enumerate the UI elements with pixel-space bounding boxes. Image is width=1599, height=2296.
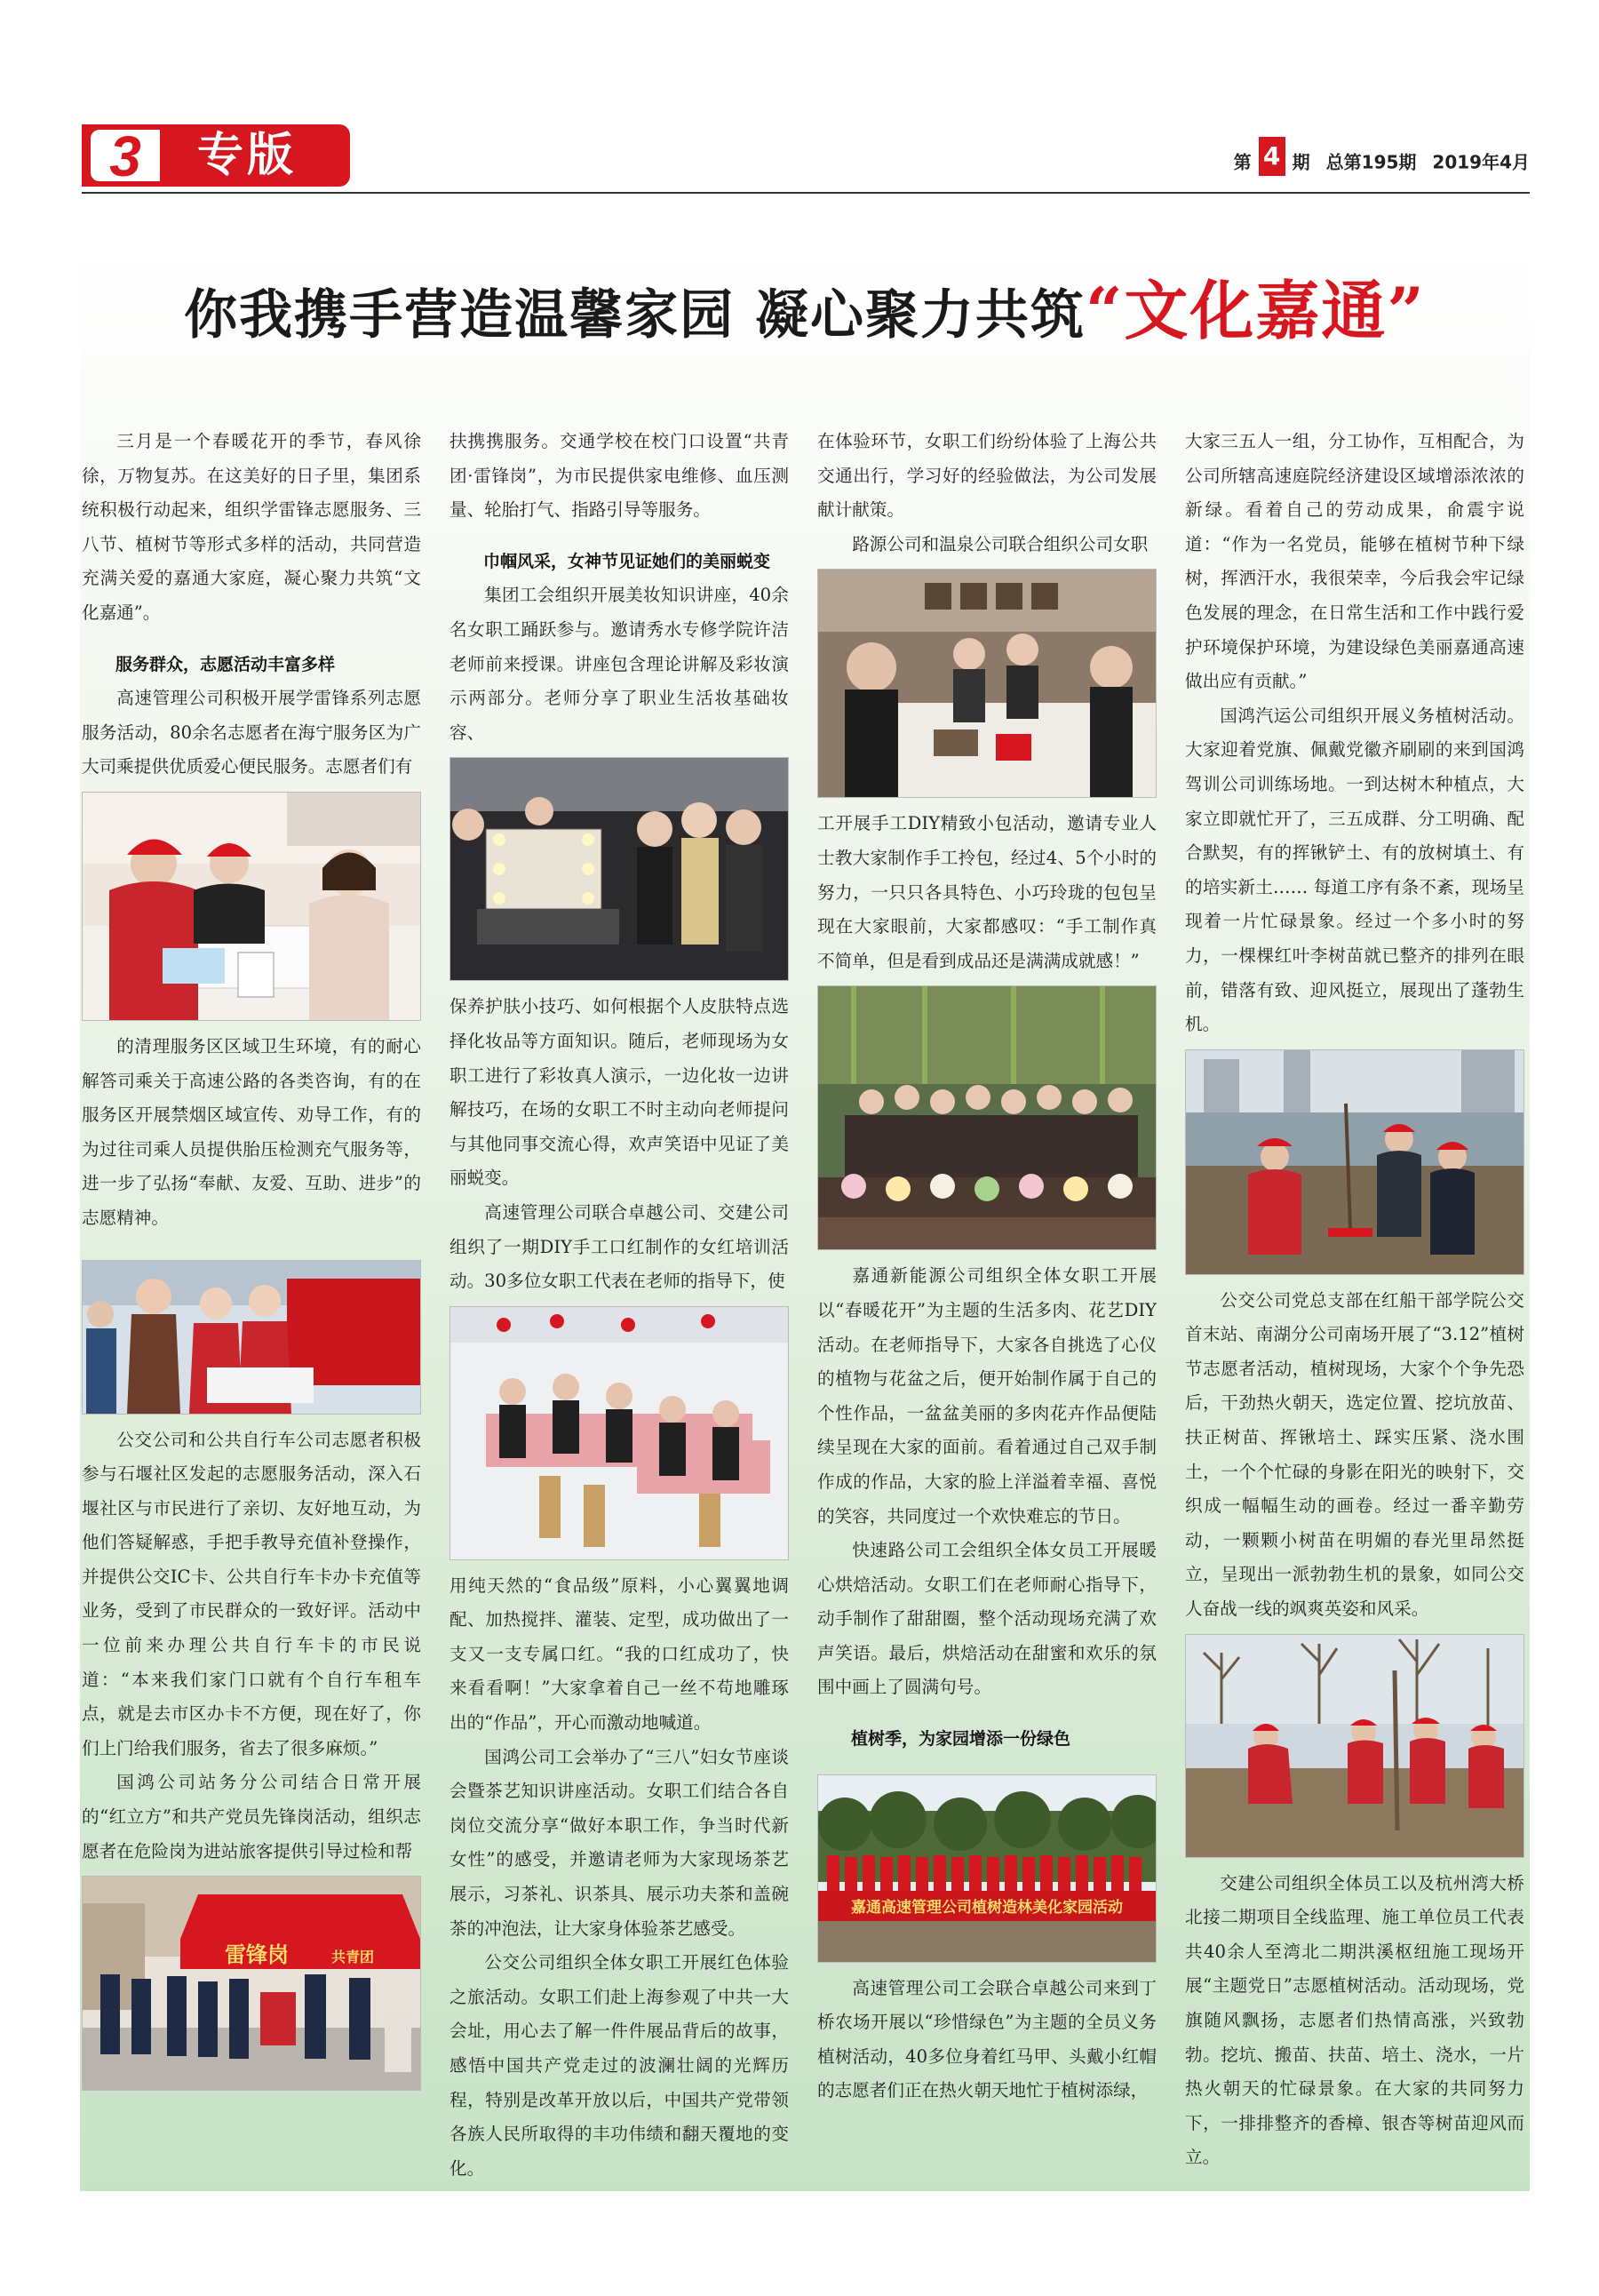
tent-sign-text: 雷锋岗 bbox=[225, 1942, 289, 1968]
paragraph: 保养护肤小技巧、如何根据个人皮肤特点选择化妆品等方面知识。随后，老师现场为女职工进行了彩妆真人演示，一边化妆一边讲解技巧，在场的女职工不时主动向老师提问与其他同事交流心得，欢声笑语中见证了美丽蜕变。 bbox=[449, 996, 789, 1189]
column-4 bbox=[1185, 425, 1524, 2175]
paragraph: 的清理服务区区域卫生环境，有的耐心解答司乘关于高速公路的各类咨询，有的在服务区开展禁烟区域宣传、劝导工作，有的为过往司乘人员提供胎压检测充气服务等，进一步了弘扬“奉献、友爱、互助、进步”的志愿精神。 bbox=[82, 1035, 421, 1228]
paragraph: 路源公司和温泉公司联合组织公司女职 bbox=[852, 533, 1149, 554]
photo-community-service bbox=[82, 1260, 421, 1415]
paragraph: 公交公司和公共自行车公司志愿者积极参与石堰社区发起的志愿服务活动，深入石堰社区与市民进行了亲切、友好地互动，为他们答疑解惑，手把手教导充值补登操作，并提供公交IC卡、公共自行车卡办卡充值等业务，受到了市民群众的一致好评。活动中一位前来办理公共自行车卡的市民说道：“本来我们家门口就有个自行车租车点，就是去市区办卡不方便，现在好了，你们上门给我们服务，省去了很多麻烦。” bbox=[82, 1429, 421, 1758]
paragraph: 交建公司组织全体员工以及杭州湾大桥北接二期项目全线监理、施工单位员工代表共40余人至湾北二期洪溪枢纽施工现场开展“主题党日”志愿植树活动。活动现场，党旗随风飘扬，志愿者们热情高涨，兴致勃勃。挖坑、搬苗、扶苗、培土、浇水，一片热火朝天的忙碌景象。在大家的共同努力下，一排排整齐的香樟、银杏等树苗迎风而立。 bbox=[1185, 1872, 1524, 2168]
photo-tree-planting-banner bbox=[817, 1774, 1157, 1963]
photo-makeup-lecture bbox=[449, 757, 789, 981]
paragraph: 工开展手工DIY精致小包活动，邀请专业人士教大家制作手工拎包，经过4、5个小时的努力，一只只各具特色、小巧玲珑的包包呈现在大家眼前，大家都感叹：“手工制作真不简单，但是看到成品还是满满成就感！” bbox=[817, 813, 1157, 971]
photo-planting-riverside bbox=[1185, 1049, 1524, 1275]
page-headline bbox=[80, 267, 1530, 360]
subheading: 植树季，为家园增添一份绿色 bbox=[851, 1729, 1071, 1750]
banner-text: 嘉通高速管理公司植树造林美化家园活动 bbox=[851, 1898, 1123, 1917]
paragraph: 国鸿汽运公司组织开展义务植树活动。大家迎着党旗、佩戴党徽齐刷刷的来到国鸿驾训公司训练场地。一到达树木种植点，大家立即就忙开了，三五成群、分工明确、配合默契，有的挥锹铲土、有的放树填土、有的培实新土…… 每道工序有条不紊，现场呈现着一片忙碌景象。经过一个多小时的努力，一棵棵红叶李树苗就已整齐的排列在眼前，错落有致、迎风挺立，展现出了蓬勃生机。 bbox=[1185, 705, 1524, 1035]
paragraph: 高速管理公司积极开展学雷锋系列志愿服务活动，80余名志愿者在海宁服务区为广大司乘提供优质爱心便民服务。志愿者们有 bbox=[82, 688, 421, 777]
photo-volunteer-service bbox=[82, 792, 421, 1021]
paragraph: 三月是一个春暖花开的季节，春风徐徐，万物复苏。在这美好的日子里，集团系统积极行动起来，组织学雷锋志愿服务、三八节、植树节等形式多样的活动，共同营造充满关爱的嘉通大家庭，凝心聚力共筑“文化嘉通”。 bbox=[82, 431, 421, 623]
paragraph: 在体验环节，女职工们纷纷体验了上海公共交通出行，学习好的经验做法，为公司发展献计献策。 bbox=[817, 431, 1157, 521]
issue-info bbox=[1233, 141, 1530, 183]
photo-floral-diy-group bbox=[817, 985, 1157, 1250]
paragraph: 大家三五人一组，分工协作，互相配合，为公司所辖高速庭院经济建设区域增添浓浓的新绿。看着自己的劳动成果，俞震宇说道：“作为一名党员，能够在植树节种下绿树，挥洒汗水，我很荣幸，今后我会牢记绿色发展的理念，在日常生活和工作中践行爱护环境保护环境，为建设绿色美丽嘉通高速做出应有贡献。” bbox=[1185, 431, 1524, 692]
column-2 bbox=[449, 425, 789, 2186]
paragraph: 嘉通新能源公司组织全体女职工开展以“春暖花开”为主题的生活多肉、花艺DIY活动。在老师指导下，大家各自挑选了心仪的植物与花盆之后，便开始制作属于自己的个性作品，一盆盆美丽的多肉花卉作品便陆续呈现在大家的面前。看着通过自己双手制作成的作品，大家的脸上洋溢着幸福、喜悦的笑容，共同度过一个欢快难忘的节日。 bbox=[817, 1265, 1157, 1527]
tent-sign-text-2: 共青团 bbox=[331, 1949, 375, 1966]
headline-main: 你我携手营造温馨家园 凝心聚力共筑 bbox=[184, 284, 1086, 347]
section-title: 专版 bbox=[197, 129, 298, 182]
issue-prefix: 第 bbox=[1233, 151, 1252, 173]
header-rule bbox=[82, 192, 1530, 194]
paragraph: 快速路公司工会组织全体女员工开展暖心烘焙活动。女职工们在老师耐心指导下，动手制作了甜甜圈，整个活动现场充满了欢声笑语。最后，烘焙活动在甜蜜和欢乐的氛围中画上了圆满句号。 bbox=[817, 1540, 1157, 1698]
column-3 bbox=[817, 425, 1157, 2109]
headline-accent: “文化嘉通” bbox=[1086, 273, 1426, 348]
photo-station-volunteer-tent bbox=[82, 1876, 421, 2091]
paragraph: 国鸿公司工会举办了“三八”妇女节座谈会暨茶艺知识讲座活动。女职工们结合各自岗位交流分享“做好本职工作，争当时代新女性”的感受，并邀请老师为大家现场茶艺展示，习茶礼、识茶具、展示功夫茶和盖碗茶的冲泡法，让大家身体验茶艺感受。 bbox=[449, 1746, 789, 1939]
issue-suffix: 期 bbox=[1292, 151, 1310, 173]
subheading: 巾帼风采，女神节见证她们的美丽蜕变 bbox=[483, 551, 771, 571]
paragraph: 国鸿公司站务分公司结合日常开展的“红立方”和共产党员先锋岗活动，组织志愿者在危险岗为进站旅客提供引导过检和帮 bbox=[82, 1772, 421, 1862]
paragraph: 集团工会组织开展美妆知识讲座，40余名女职工踊跃参与。邀请秀水专修学院许洁老师前来授课。讲座包含理论讲解及彩妆演示两部分。老师分享了职业生活妆基础妆容、 bbox=[449, 585, 789, 743]
paragraph: 高速管理公司联合卓越公司、交建公司组织了一期DIY手工口红制作的女红培训活动。30多位女职工代表在老师的指导下，使 bbox=[449, 1201, 789, 1292]
photo-planting-field bbox=[1185, 1634, 1524, 1858]
paragraph: 用纯天然的“食品级”原料，小心翼翼地调配、加热搅拌、灌装、定型，成功做出了一支又一支专属口红。“我的口红成功了，快来看看啊！”大家拿着自己一丝不苟地雕琢出的“作品”，开心而激动地喊道。 bbox=[449, 1575, 789, 1734]
photo-diy-lipstick bbox=[449, 1306, 789, 1560]
section-number: 3 bbox=[87, 126, 163, 185]
photo-handbag-diy bbox=[817, 569, 1157, 798]
subheading: 服务群众，志愿活动丰富多样 bbox=[115, 654, 336, 674]
paragraph: 扶携携服务。交通学校在校门口设置“共青团·雷锋岗”，为市民提供家电维修、血压测量、轮胎打气、指路引导等服务。 bbox=[449, 431, 789, 521]
section-badge bbox=[82, 124, 350, 187]
paragraph: 公交公司党总支部在红船干部学院公交首末站、南湖分公司南场开展了“3.12”植树节志愿者活动，植树现场，大家个个争先恐后，干劲热火朝天，选定位置、挖坑放苗、扶正树苗、挥锹培土、踩实压紧、浇水围土，一个个忙碌的身影在阳光的映射下，交织成一幅幅生动的画卷。经过一番辛勤劳动，一颗颗小树苗在明媚的春光里昂然挺立，呈现出一派勃勃生机的景象，如同公交人奋战一线的飒爽英姿和风采。 bbox=[1185, 1289, 1524, 1620]
issue-number: 4 bbox=[1259, 137, 1285, 176]
paragraph: 公交公司组织全体女职工开展红色体验之旅活动。女职工们赴上海参观了中共一大会址，用心去了解一件件展品背后的故事，感悟中国共产党走过的波澜壮阔的光辉历程，特别是改革开放以后，中国共产党带领各族人民所取得的丰功伟绩和翻天覆地的变化。 bbox=[449, 1952, 789, 2179]
issue-date: 2019年4月 bbox=[1432, 151, 1530, 173]
total-issue: 总第195期 bbox=[1325, 151, 1417, 173]
column-1 bbox=[82, 425, 421, 2100]
page-header bbox=[82, 124, 1530, 190]
paragraph: 高速管理公司工会联合卓越公司来到丁桥农场开展以“珍惜绿色”为主题的全员义务植树活动，40多位身着红马甲、头戴小红帽的志愿者们正在热火朝天地忙于植树添绿， bbox=[817, 1977, 1157, 2101]
